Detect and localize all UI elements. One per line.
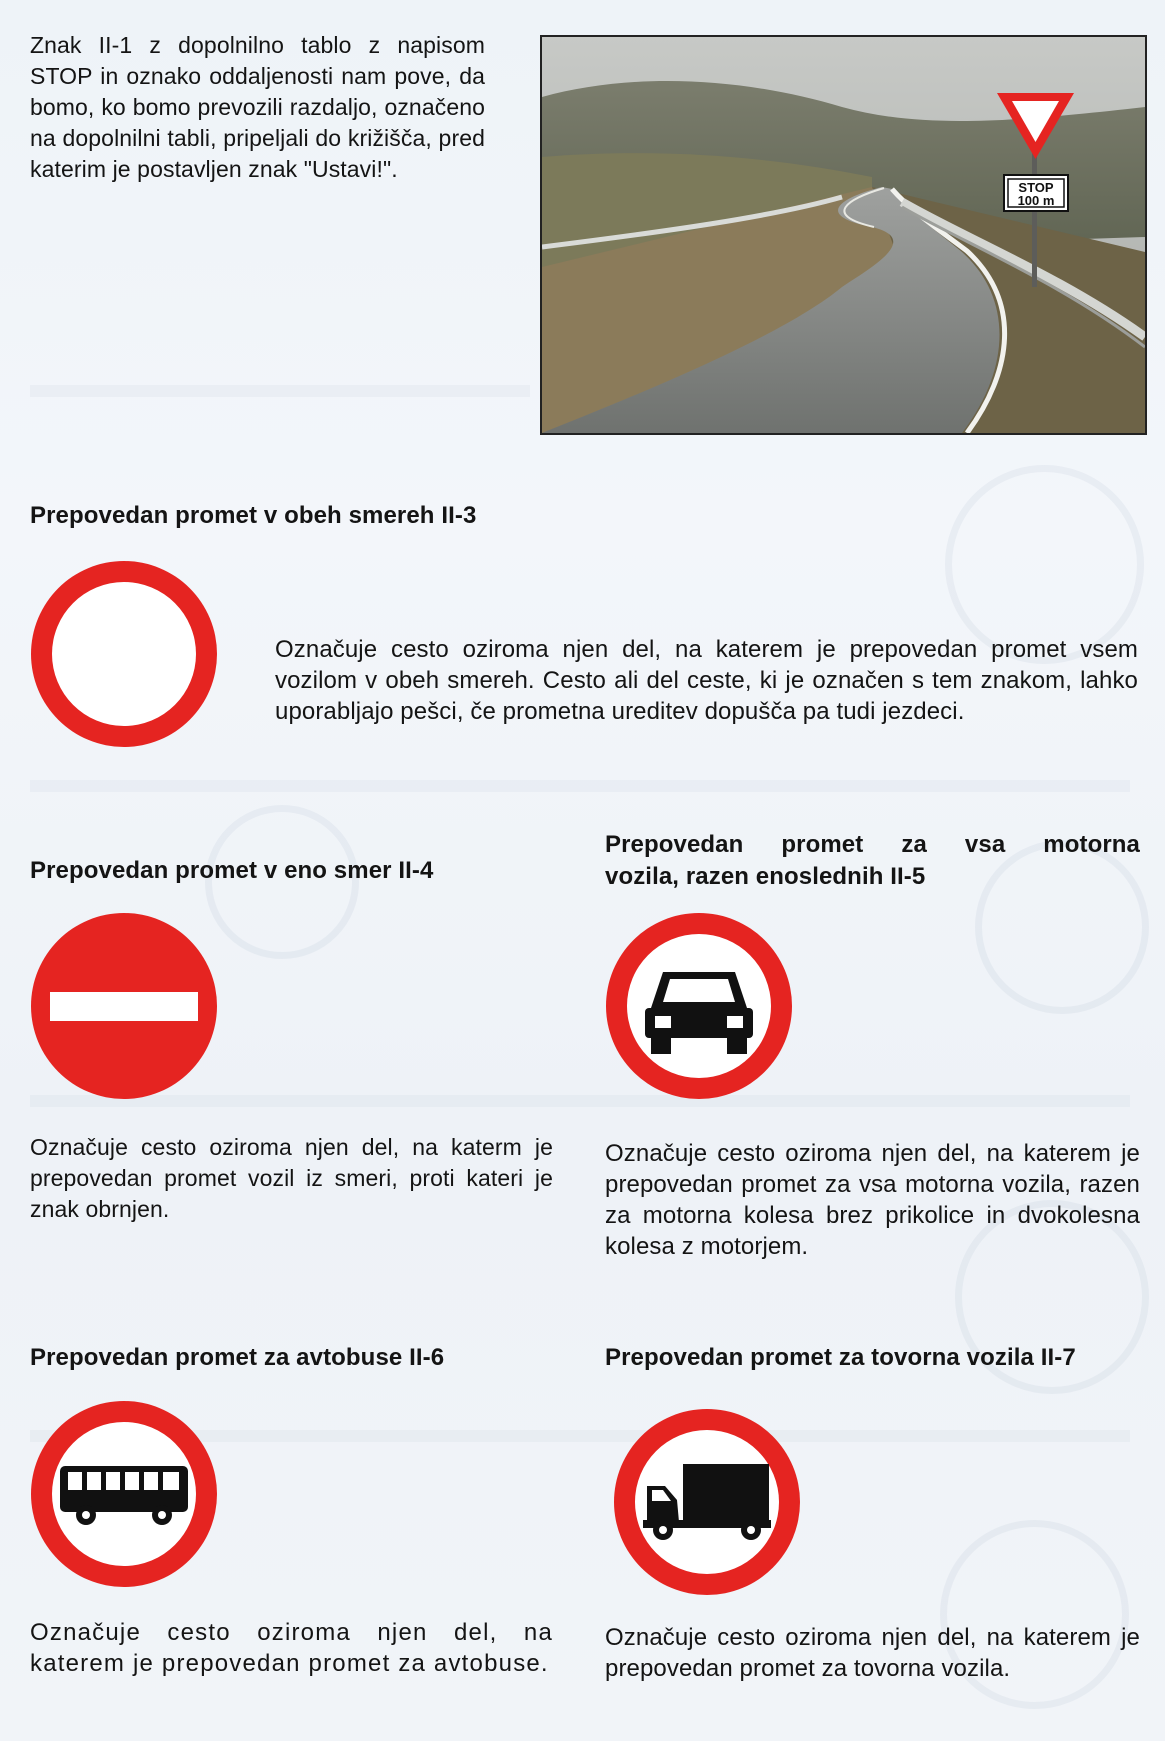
plate-distance-text: 100 m bbox=[1017, 193, 1055, 208]
heading-ii4: Prepovedan promet v eno smer II-4 bbox=[30, 857, 434, 884]
heading-ii6: Prepovedan promet za avtobuse II-6 bbox=[30, 1344, 445, 1371]
heading-ii7: Prepovedan promet za tovorna vozila II-7 bbox=[605, 1344, 1076, 1371]
road-photo bbox=[540, 35, 1147, 435]
description-ii4: Označuje cesto oziroma njen del, na katerm je prepovedan promet vozil iz smeri, proti kateri je znak obrnjen. bbox=[30, 1134, 553, 1222]
no-trucks-sign-icon bbox=[613, 1408, 801, 1596]
no-entry-sign-icon bbox=[30, 912, 218, 1100]
no-buses-sign-icon bbox=[30, 1400, 218, 1588]
heading-ii5-line2: vozila, razen enoslednih II-5 bbox=[605, 863, 926, 890]
no-motor-vehicles-sign-icon bbox=[605, 912, 793, 1100]
intro-paragraph: Znak II-1 z dopolnilno tablo z napisom STOP in oznako oddaljenosti nam pove, da bomo, ko bomo prevozili razdaljo, označeno na dopolnilni tabli, pripeljali do križišča, pred katerim je postavljen znak "Ustavi!". bbox=[30, 32, 485, 182]
heading-ii3: Prepovedan promet v obeh smereh II-3 bbox=[30, 502, 477, 529]
description-ii7: Označuje cesto oziroma njen del, na katerem je prepovedan promet za tovorna vozila. bbox=[605, 1624, 1140, 1682]
plate-stop-text: STOP bbox=[1018, 180, 1054, 195]
no-vehicles-sign-icon bbox=[30, 560, 218, 748]
description-ii6: Označuje cesto oziroma njen del, na katerem je prepovedan promet za avtobuse. bbox=[30, 1619, 553, 1677]
road-photo-illustration bbox=[542, 37, 1145, 433]
description-ii3: Označuje cesto oziroma njen del, na katerem je prepovedan promet vsem vozilom v obeh smereh. Cesto ali del ceste, ki je označen s tem znakom, lahko uporabljajo pešci, če prometna ureditev dopušča pa tudi jezdeci. bbox=[275, 636, 1138, 725]
heading-ii5-line1: Prepovedan promet za vsa motorna bbox=[605, 831, 1140, 858]
description-ii5: Označuje cesto oziroma njen del, na katerem je prepovedan promet za vsa motorna vozila, razen za motorna kolesa brez prikolice in dvokolesna kolesa z motorjem. bbox=[605, 1140, 1140, 1260]
